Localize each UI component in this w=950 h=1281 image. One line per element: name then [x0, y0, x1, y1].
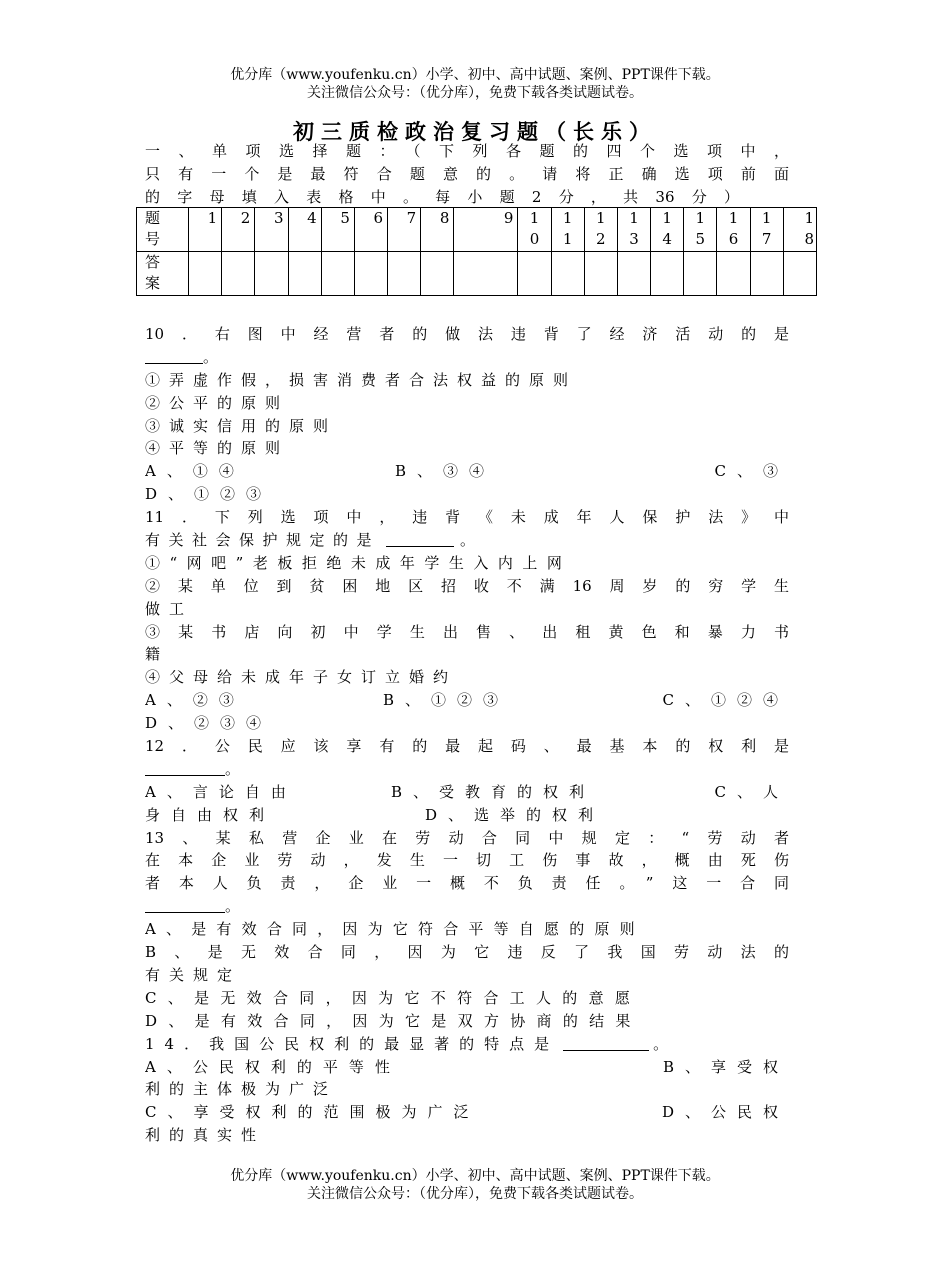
q13-stem-blank-line: 。: [145, 895, 789, 918]
q12-option-b[interactable]: B、受教育的权利: [391, 782, 596, 801]
question-number-cell: 8: [421, 208, 454, 252]
q10-option-b[interactable]: B、③④: [395, 462, 496, 481]
answer-table-number-row: [137, 208, 817, 252]
question-number-cell: 4: [288, 208, 321, 252]
q13-option-a[interactable]: A、是有效合同，因为它符合平等自愿的原则: [145, 920, 645, 939]
question-number-cell: 1 3: [617, 208, 650, 252]
q13-option-d[interactable]: D、是有效合同，因为它是双方协商的结果: [145, 1011, 642, 1030]
answer-cell[interactable]: [783, 252, 816, 296]
row-label-number: 题 号: [137, 208, 189, 252]
answer-cell[interactable]: [617, 252, 650, 296]
q14-option-d-cont: 利的真实性: [145, 1126, 266, 1145]
q14-option-c[interactable]: C、享受权利的范围极为广泛: [145, 1103, 480, 1122]
question-number-cell: 1 4: [651, 208, 684, 252]
answer-table-answer-row: [137, 252, 817, 296]
page-footer: [0, 1167, 950, 1203]
q12-blank[interactable]: [145, 761, 225, 776]
section-intro: [145, 140, 789, 209]
intro-line-1: 一、单项选择题：（下列各题的四个选项中，: [145, 142, 789, 160]
answer-cell[interactable]: [684, 252, 717, 296]
answer-cell[interactable]: [388, 252, 421, 296]
q11-item-1: ①“网吧”老板拒绝未成年学生入内上网: [145, 553, 572, 572]
question-number-cell: 2: [222, 208, 255, 252]
question-number-cell: 1 5: [684, 208, 717, 252]
q10-option-c[interactable]: C、③: [714, 462, 789, 481]
q14-option-b-cont: 利的主体极为广泛: [145, 1080, 338, 1099]
q13-stem-1: 13、某私营企业在劳动合同中规定：“劳动者: [145, 828, 789, 847]
q11-blank[interactable]: [386, 532, 454, 547]
answer-cell[interactable]: [584, 252, 617, 296]
q11-item-2-line-2: 做工: [145, 599, 194, 618]
q14-options-line-1: [145, 1056, 789, 1079]
q10-item-1: ①弄虚作假，损害消费者合法权益的原则: [145, 370, 578, 389]
q14-blank[interactable]: [563, 1036, 649, 1051]
q10-stem-blank-line: 。: [145, 346, 789, 369]
q11-item-2-line-1: ②某单位到贫困地区招收不满16周岁的穷学生: [145, 576, 789, 595]
q11-stem-2: 有关社会保护规定的是 。: [145, 531, 484, 550]
q11-option-b[interactable]: B、①②③: [383, 691, 510, 710]
page-header: [0, 66, 950, 102]
q11-option-a[interactable]: A、②③: [145, 691, 245, 710]
questions-body: [145, 323, 789, 1147]
question-number-cell: 5: [321, 208, 354, 252]
q13-stem-3: 者本人负责，企业一概不负责任。”这一合同: [145, 874, 789, 893]
q10-option-a[interactable]: A、①④: [145, 462, 245, 481]
q13-blank[interactable]: [145, 898, 225, 913]
footer-line-1: 优分库（www.youfenku.cn）小学、初中、高中试题、案例、PPT课件下载。: [230, 1168, 720, 1184]
q10-blank[interactable]: [145, 349, 203, 364]
question-number-cell: 1 0: [518, 208, 551, 252]
question-number-cell: 7: [388, 208, 421, 252]
q10-item-4: ④平等的原则: [145, 439, 290, 458]
question-number-cell: 1 7: [750, 208, 783, 252]
q13-option-b-line-2: 有关规定: [145, 965, 242, 984]
q12-stem-blank-line: 。: [145, 758, 789, 781]
q13-stem-2: 在本企业劳动，发生一切工伤事故，概由死伤: [145, 851, 789, 870]
row-label-answer: 答 案: [137, 252, 189, 296]
intro-line-2: 只有一个是最符合题意的。请将正确选项前面: [145, 164, 789, 183]
q11-option-c[interactable]: C、①②④: [662, 691, 789, 710]
answer-cell[interactable]: [421, 252, 454, 296]
q11-option-d[interactable]: D、②③④: [145, 714, 273, 733]
q12-options-line-1: [145, 781, 789, 804]
question-number-cell: 1 6: [717, 208, 750, 252]
answer-cell[interactable]: [651, 252, 684, 296]
q10-option-d[interactable]: D、①②③: [145, 485, 273, 504]
question-number-cell: 6: [354, 208, 387, 252]
question-number-cell: 1: [189, 208, 222, 252]
q11-options-abc: [145, 689, 789, 712]
q13-option-b-line-1[interactable]: B、是无效合同，因为它违反了我国劳动法的: [145, 943, 789, 962]
answer-cell[interactable]: [518, 252, 551, 296]
q12-option-c[interactable]: C、人: [714, 782, 789, 801]
header-line-1: 优分库（www.youfenku.cn）小学、初中、高中试题、案例、PPT课件下载。: [230, 67, 720, 83]
q11-item-3-line-1: ③某书店向初中学生出售、出租黄色和暴力书: [145, 622, 789, 641]
answer-cell[interactable]: [222, 252, 255, 296]
q12-stem: 12．公民应该享有的最起码、最基本的权利是: [145, 737, 789, 756]
q12-option-d[interactable]: D、选举的权利: [425, 805, 605, 824]
q11-item-4: ④父母给未成年子女订立婚约: [145, 668, 458, 687]
answer-cell[interactable]: [454, 252, 518, 296]
q14-options-line-2: [145, 1101, 789, 1124]
q13-option-c[interactable]: C、是无效合同，因为它不符合工人的意愿: [145, 988, 642, 1007]
q12-option-c-cont: 身自由权利: [145, 805, 276, 824]
q11-item-3-line-2: 籍: [145, 645, 170, 664]
q10-item-2: ②公平的原则: [145, 393, 290, 412]
question-number-cell: 1 8: [783, 208, 816, 252]
question-number-cell: 9: [454, 208, 518, 252]
answer-table: [136, 207, 817, 296]
answer-cell[interactable]: [551, 252, 584, 296]
exam-title: 初三质检政治复习题（长乐）: [293, 119, 657, 144]
question-number-cell: 1 2: [584, 208, 617, 252]
answer-cell[interactable]: [189, 252, 222, 296]
answer-cell[interactable]: [750, 252, 783, 296]
intro-line-3: 的字母填入表格中。每小题2分，共36分）: [145, 187, 739, 206]
q12-options-line-2: [145, 804, 789, 827]
q10-stem: 10．右图中经营者的做法违背了经济活动的是: [145, 325, 789, 343]
q12-option-a[interactable]: A、言论自由: [145, 782, 297, 801]
q14-stem: 14．我国公民权利的最显著的特点是 。: [145, 1034, 679, 1053]
question-number-cell: 1 1: [551, 208, 584, 252]
q14-option-b[interactable]: B、享受权: [662, 1057, 789, 1076]
answer-cell[interactable]: [717, 252, 750, 296]
answer-cell[interactable]: [288, 252, 321, 296]
q11-stem-1: 11．下列选项中，违背《未成年人保护法》中: [145, 508, 789, 527]
answer-cell[interactable]: [255, 252, 288, 296]
header-line-2: 关注微信公众号：（优分库），免费下载各类试题试卷。: [307, 85, 643, 101]
question-number-cell: 3: [255, 208, 288, 252]
answer-cell[interactable]: [354, 252, 387, 296]
footer-line-2: 关注微信公众号：（优分库），免费下载各类试题试卷。: [307, 1186, 643, 1202]
q10-options-abc: [145, 460, 789, 483]
answer-cell[interactable]: [321, 252, 354, 296]
q10-item-3: ③诚实信用的原则: [145, 416, 338, 435]
q14-option-d[interactable]: D、公民权: [661, 1103, 789, 1122]
q14-option-a[interactable]: A、公民权利的平等性: [145, 1057, 401, 1076]
